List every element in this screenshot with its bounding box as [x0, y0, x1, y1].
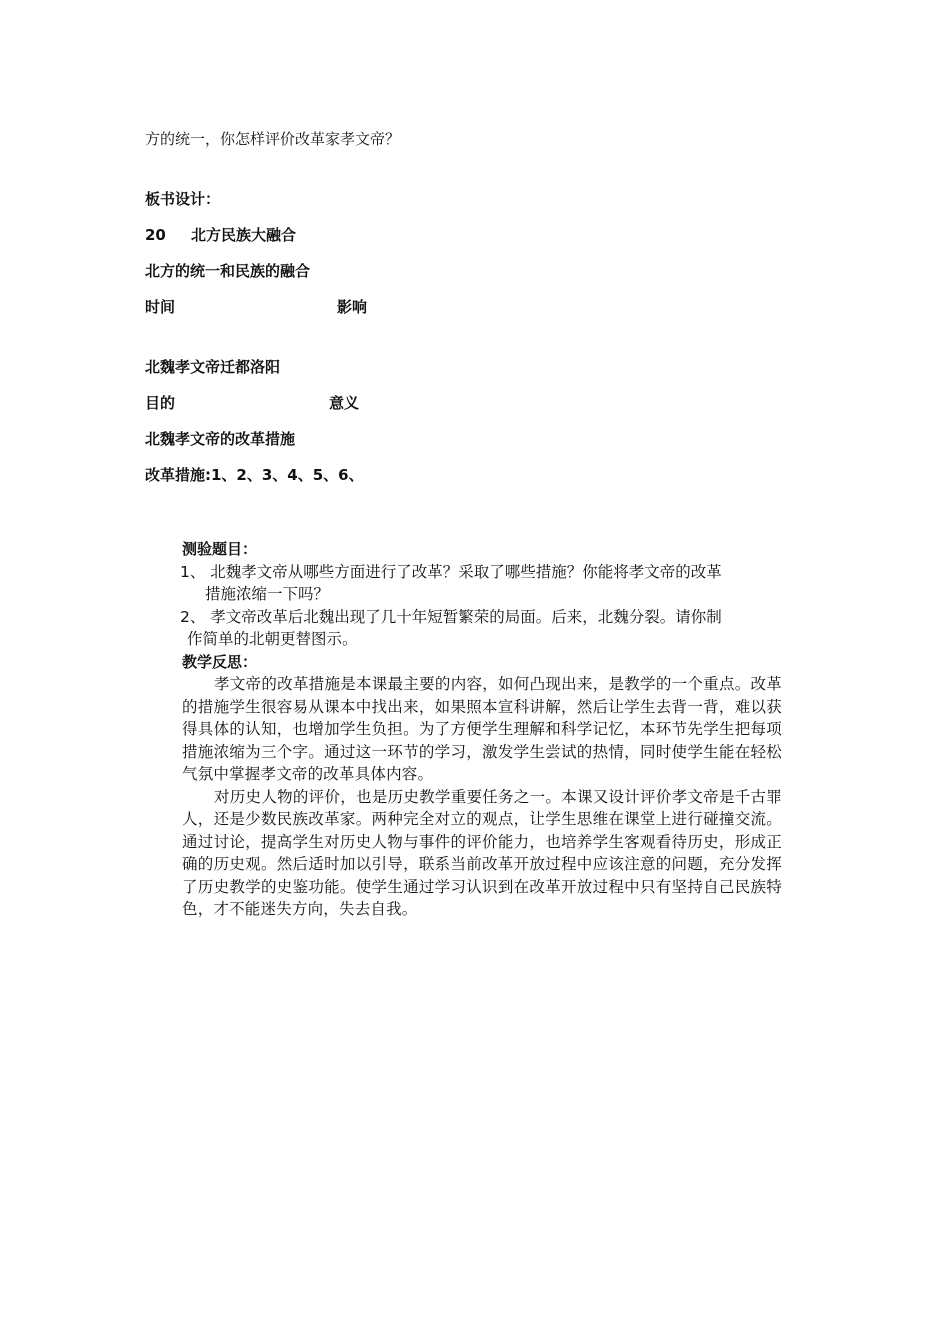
- quiz-question-1-line1: 1、 北魏孝文帝从哪些方面进行了改革？采取了哪些措施？你能将孝文帝的改革: [180, 562, 722, 581]
- quiz-and-reflection: [182, 538, 782, 921]
- board-subtitle-relocation: 北魏孝文帝迁都洛阳: [145, 358, 281, 376]
- reform-measures-line: 改革措施:1、2、3、4、5、6、: [145, 466, 364, 484]
- reflection-paragraph-1: 孝文帝的改革措施是本课最主要的内容，如何凸现出来，是教学的一个重点。改革的措施学生很容易从课本中找出来，如果照本宣科讲解，然后让学生去背一背，难以获得具体的认知，也增加学生负担。为了方便学生理解和科学记忆，本环节先学生把每项措施浓缩为三个字。通过这一环节的学习，激发学生尝试的热情，同时使学生能在轻松气氛中掌握孝文帝的改革具体内容。: [182, 675, 782, 783]
- lesson-title-line: [145, 225, 296, 245]
- time-label: 时间: [145, 298, 176, 316]
- meaning-label: 意义: [329, 394, 360, 412]
- lesson-number: 20: [145, 226, 166, 244]
- board-design-heading: 板书设计：: [145, 190, 221, 208]
- reflection-paragraph-2: 对历史人物的评价，也是历史教学重要任务之一。本课又设计评价孝文帝是千古罪人，还是少数民族改革家。两种完全对立的观点，让学生思维在课堂上进行碰撞交流。通过讨论，提高学生对历史人物与事件的评价能力，也培养学生客观看待历史，形成正确的历史观。然后适时加以引导，联系当前改革开放过程中应该注意的问题，充分发挥了历史教学的史鉴功能。使学生通过学习认识到在改革开放过程中只有坚持自己民族特色，才不能迷失方向，失去自我。: [182, 787, 782, 918]
- reflection-heading: 教学反思：: [182, 652, 258, 671]
- lesson-title: 北方民族大融合: [191, 226, 297, 244]
- quiz-question-1: [180, 561, 782, 606]
- quiz-question-2-line1: 2、 孝文帝改革后北魏出现了几十年短暂繁荣的局面。后来，北魏分裂。请你制: [180, 607, 722, 626]
- time-impact-row: [145, 297, 545, 317]
- board-subtitle-reform: 北魏孝文帝的改革措施: [145, 430, 296, 448]
- board-subtitle-unification: 北方的统一和民族的融合: [145, 262, 311, 280]
- quiz-question-1-line2: 措施浓缩一下吗？: [205, 585, 330, 603]
- purpose-meaning-row: [145, 393, 545, 413]
- quiz-heading: 测验题目：: [182, 540, 258, 558]
- purpose-label: 目的: [145, 394, 176, 412]
- quiz-question-2-line2: 作简单的北朝更替图示。: [187, 630, 358, 648]
- quiz-question-2: [180, 606, 782, 651]
- continuation-text: 方的统一，你怎样评价改革家孝文帝？: [145, 130, 401, 148]
- impact-label: 影响: [337, 298, 368, 316]
